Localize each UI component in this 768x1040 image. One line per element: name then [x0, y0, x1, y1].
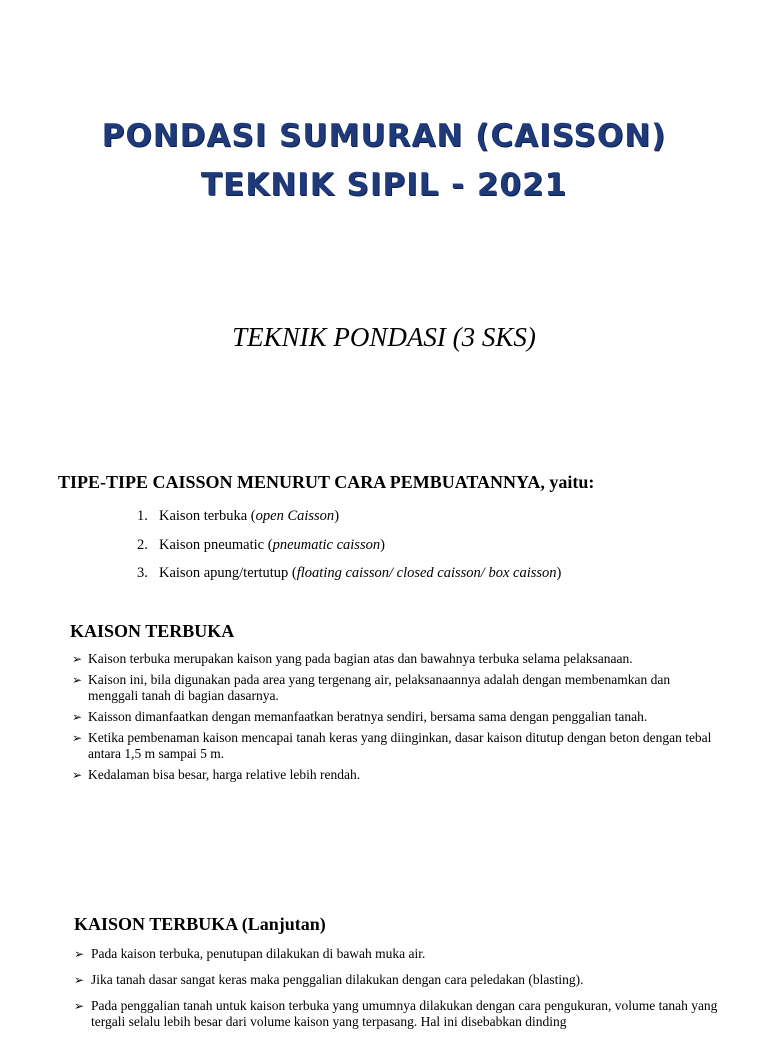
item-term: pneumatic caisson [272, 536, 381, 553]
bullet-text: Pada penggalian tanah untuk kaison terbuka yang umumnya dilakukan dengan cara pengukuran, volume tanah yang tergali selalu lebih besar dari volume kaison yang terpasang. Hal ini disebabkan dinding [91, 998, 718, 1029]
bullet-text: Kaison terbuka merupakan kaison yang pada bagian atas dan bawahnya terbuka selama pelaksanaan. [88, 651, 633, 666]
list-item [137, 565, 561, 594]
kaison-terbuka-bullets [72, 651, 712, 788]
item-close: ) [334, 508, 340, 524]
item-number: 3. [137, 565, 148, 581]
list-item [137, 537, 561, 566]
arrow-bullet-icon: ➢ [74, 947, 85, 961]
page-title-line1: PONDASI SUMURAN (CAISSON) [101, 118, 667, 154]
item-term: open Caisson [255, 508, 335, 524]
item-number: 1. [137, 508, 148, 524]
types-heading: TIPE-TIPE CAISSON MENURUT CARA PEMBUATANNYA, yaitu: [58, 472, 595, 492]
kaison-terbuka-lanjutan-bullets [74, 946, 724, 1040]
list-item [72, 730, 712, 762]
arrow-bullet-icon: ➢ [72, 673, 83, 687]
bullet-text: Pada kaison terbuka, penutupan dilakukan di bawah muka air. [91, 946, 426, 961]
arrow-bullet-icon: ➢ [72, 731, 83, 745]
list-item [74, 998, 724, 1030]
bullet-text: Kaison ini, bila digunakan pada area yang tergenang air, pelaksanaannya adalah dengan membenamkan dan menggali tanah di bagian dasarnya. [88, 672, 671, 703]
item-text: Kaison apung/tertutup ( [159, 565, 297, 581]
list-item [137, 508, 561, 537]
item-close: ) [556, 565, 562, 581]
list-item [74, 946, 724, 962]
list-item [72, 651, 712, 667]
bullet-text: Kedalaman bisa besar, harga relative lebih rendah. [88, 767, 361, 782]
arrow-bullet-icon: ➢ [72, 768, 83, 782]
list-item [72, 767, 712, 783]
item-text: Kaison pneumatic ( [159, 536, 273, 553]
caisson-types-list [137, 508, 561, 594]
item-text: Kaison terbuka ( [159, 508, 256, 524]
bullet-text: Kaisson dimanfaatkan dengan memanfaatkan beratnya sendiri, bersama sama dengan penggalian tanah. [88, 709, 648, 724]
page-title-line2: TEKNIK SIPIL - 2021 [200, 167, 568, 203]
arrow-bullet-icon: ➢ [72, 652, 83, 666]
section-heading-kaison-terbuka: KAISON TERBUKA [70, 621, 235, 641]
bullet-text: Jika tanah dasar sangat keras maka penggalian dilakukan dengan cara peledakan (blasting). [91, 972, 584, 987]
item-number: 2. [137, 536, 148, 553]
bullet-text: Ketika pembenaman kaison mencapai tanah keras yang diinginkan, dasar kaison ditutup dengan beton dengan tebal antara 1,5 m sampai 5 m. [88, 730, 712, 761]
course-subtitle: TEKNIK PONDASI (3 SKS) [232, 322, 536, 352]
arrow-bullet-icon: ➢ [74, 999, 85, 1013]
list-item [74, 972, 724, 988]
list-item [72, 672, 712, 704]
item-term: floating caisson/ closed caisson/ box caisson [296, 565, 557, 581]
item-close: ) [380, 536, 385, 553]
section-heading-kaison-terbuka-lanjutan: KAISON TERBUKA (Lanjutan) [74, 914, 326, 934]
arrow-bullet-icon: ➢ [74, 973, 85, 987]
arrow-bullet-icon: ➢ [72, 710, 83, 724]
list-item [72, 709, 712, 725]
